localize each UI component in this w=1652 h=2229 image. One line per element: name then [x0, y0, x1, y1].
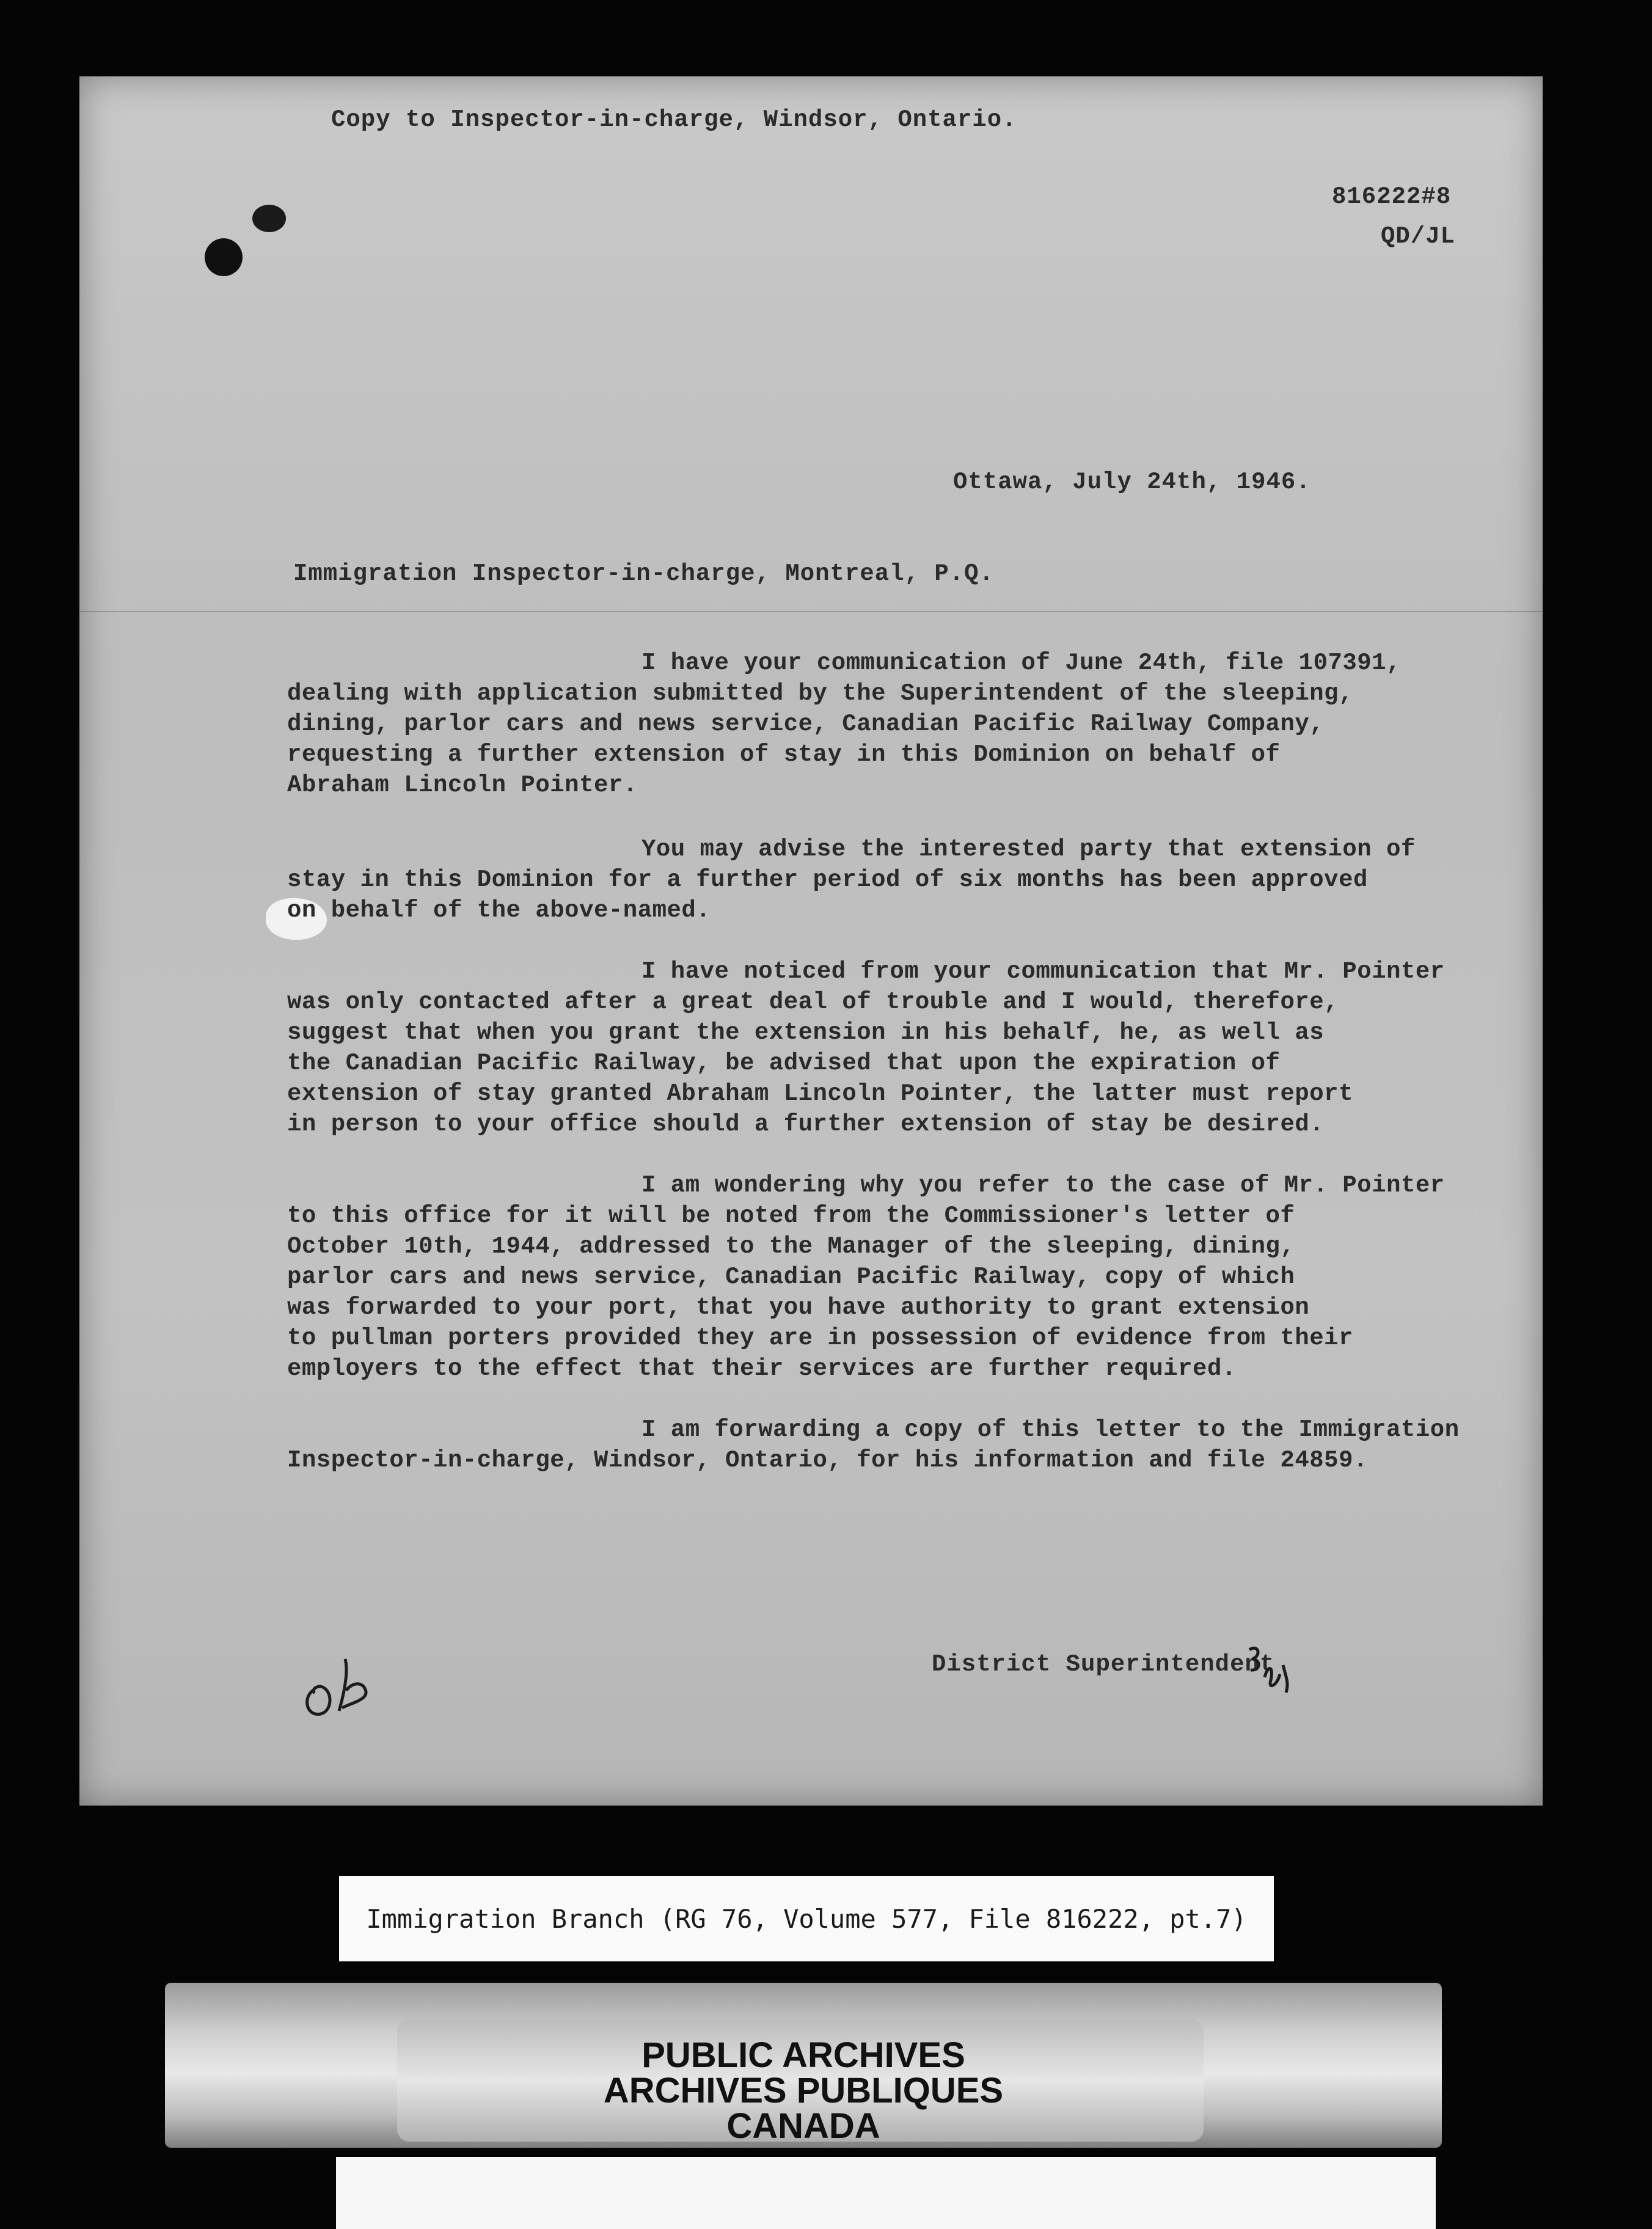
paragraph-line: stay in this Dominion for a further period of six months has been approved — [287, 866, 1368, 893]
handwritten-signature — [1243, 1641, 1298, 1696]
signature-title: District Superintendent — [932, 1651, 1275, 1678]
paragraph-line: I am wondering why you refer to the case of Mr. Pointer — [641, 1172, 1445, 1199]
paragraph-line: parlor cars and news service, Canadian Pacific Railway, copy of which — [287, 1264, 1295, 1290]
body-paragraph — [287, 1170, 1546, 1384]
archive-caption: Immigration Branch (RG 76, Volume 577, File 816222, pt.7) — [366, 1903, 1247, 1934]
paragraph-line: suggest that when you grant the extension in his behalf, he, as well as — [287, 1019, 1325, 1046]
file-reference: 816222#8 — [1332, 183, 1452, 210]
paragraph-line: the Canadian Pacific Railway, be advised that upon the expiration of — [287, 1050, 1281, 1077]
paragraph-line: employers to the effect that their services are further required. — [287, 1355, 1237, 1382]
paragraph-line: requesting a further extension of stay in this Dominion on behalf of — [287, 741, 1281, 768]
paragraph-line: October 10th, 1944, addressed to the Manager of the sleeping, dining, — [287, 1233, 1295, 1260]
paragraph-line: extension of stay granted Abraham Lincoln Pointer, the latter must report — [287, 1080, 1353, 1107]
paragraph-line: was only contacted after a great deal of trouble and I would, therefore, — [287, 989, 1339, 1016]
body-paragraph — [287, 1415, 1546, 1476]
paragraph-line: to pullman porters provided they are in possession of evidence from their — [287, 1325, 1353, 1352]
body-paragraph — [287, 648, 1546, 800]
paragraph-line: dealing with application submitted by the Superintendent of the sleeping, — [287, 680, 1353, 707]
paragraph-line: I am forwarding a copy of this letter to the Immigration — [641, 1416, 1460, 1443]
archive-stamp — [165, 2035, 1442, 2146]
paragraph-line: Inspector-in-charge, Windsor, Ontario, for his information and file 24859. — [287, 1447, 1368, 1474]
paragraph-line: dining, parlor cars and news service, Canadian Pacific Railway Company, — [287, 711, 1325, 738]
paragraph-line: to this office for it will be noted from the Commissioner's letter of — [287, 1202, 1295, 1229]
paragraph-line: Abraham Lincoln Pointer. — [287, 772, 638, 799]
stamp-line: CANADA — [726, 2106, 880, 2146]
handwritten-initials — [296, 1653, 388, 1726]
archive-caption-strip — [339, 1876, 1274, 1961]
bottom-label-edge — [336, 2157, 1436, 2229]
letter-sheet — [79, 76, 1543, 1806]
paragraph-line: You may advise the interested party that extension of — [641, 836, 1416, 863]
paragraph-line: on behalf of the above-named. — [287, 897, 711, 924]
paragraph-line: I have noticed from your communication that Mr. Pointer — [641, 958, 1445, 985]
paragraph-line: was forwarded to your port, that you have authority to grant extension — [287, 1294, 1310, 1321]
typist-initials: QD/JL — [1381, 223, 1456, 250]
stamp-line: PUBLIC ARCHIVES — [641, 2035, 965, 2075]
punch-hole — [205, 238, 243, 276]
copy-to-line: Copy to Inspector-in-charge, Windsor, Ontario. — [331, 106, 1017, 133]
paragraph-line: in person to your office should a further extension of stay be desired. — [287, 1111, 1325, 1138]
date-line: Ottawa, July 24th, 1946. — [953, 469, 1311, 496]
punch-hole-torn — [252, 205, 286, 232]
paragraph-line: I have your communication of June 24th, file 107391, — [641, 650, 1401, 676]
stamp-line: ARCHIVES PUBLIQUES — [603, 2071, 1004, 2110]
body-paragraph — [287, 956, 1546, 1140]
body-paragraph — [287, 834, 1546, 926]
addressee: Immigration Inspector-in-charge, Montreal, P.Q. — [293, 560, 994, 587]
